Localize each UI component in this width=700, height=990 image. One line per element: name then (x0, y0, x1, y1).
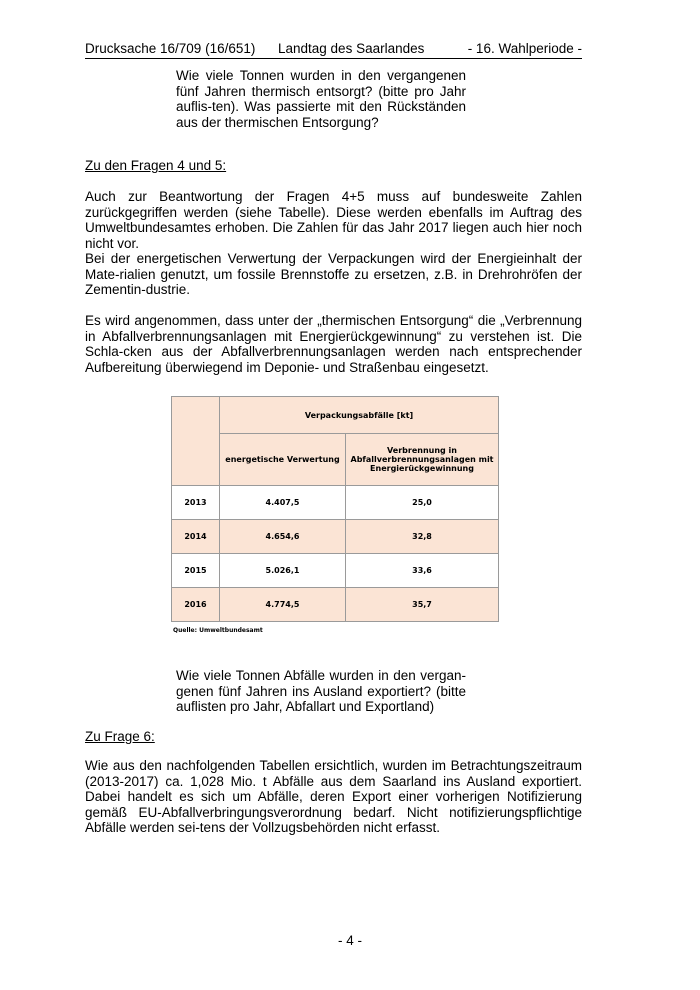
parliament-name: Landtag des Saarlandes (278, 41, 425, 56)
year-cell: 2013 (172, 486, 220, 520)
table-row (172, 486, 499, 520)
paragraph-thermal-disposal: Es wird angenommen, dass unter der „thermischen Entsorgung“ die „Verbrennung in Abfallverbrennungsanlagen mit Energierückgewinnung“ zu verstehen ist. Die Schla-cken aus der Abfallverbrennungsanlagen werden nach entsprechender Aufbereitung überwiegend im Deponie- und Straßenbau eingesetzt. (85, 313, 582, 375)
energetic-cell: 4.774,5 (220, 588, 346, 622)
packaging-waste-table (171, 396, 499, 622)
document-number: Drucksache 16/709 (16/651) (85, 41, 256, 56)
question-exports: Wie viele Tonnen Abfälle wurden in den vergan-genen fünf Jahren ins Ausland exportiert? (bitte auflisten pro Jahr, Abfallart und Exportland) (176, 668, 466, 715)
paragraph-energetic-recovery: Bei der energetischen Verwertung der Verpackungen wird der Energieinhalt der Mate-rialien genutzt, um fossile Brennstoffe zu ersetzen, z.B. in Drehrohröfen der Zementin-dustrie. (85, 251, 582, 298)
heading-questions-4-5: Zu den Fragen 4 und 5: (85, 158, 227, 173)
incineration-cell: 25,0 (346, 486, 499, 520)
paragraph-federal-figures: Auch zur Beantwortung der Fragen 4+5 muss auf bundesweite Zahlen zurückgegriffen werden (siehe Tabelle). Diese werden ebenfalls im Auftrag des Umweltbundesamtes erhoben. Die Zahlen für das Jahr 2017 liegen auch hier noch nicht vor. (85, 189, 582, 251)
col-header-incineration: Verbrennung in Abfallverbrennungsanlagen mit Energierückgewinnung (346, 434, 499, 486)
year-cell: 2014 (172, 520, 220, 554)
energetic-cell: 5.026,1 (220, 554, 346, 588)
table-corner-cell (172, 397, 220, 486)
table-row (172, 520, 499, 554)
paragraph-exports: Wie aus den nachfolgenden Tabellen ersichtlich, wurden im Betrachtungszeitraum (2013-2017) ca. 1,028 Mio. t Abfälle aus dem Saarland ins Ausland exportiert. Dabei handelt es sich um Abfälle, deren Export einer vorherigen Notifizierung gemäß EU-Abfallverbringungsverordnung bedarf. Nicht notifizierungspflichtige Abfälle werden sei-tens der Vollzugsbehörden nicht erfasst. (85, 758, 582, 836)
table-row (172, 588, 499, 622)
page-number: - 4 - (337, 933, 362, 948)
heading-question-6: Zu Frage 6: (85, 729, 155, 744)
table-header-row (172, 434, 499, 486)
table-title-row (172, 397, 499, 434)
col-header-energetic: energetische Verwertung (220, 434, 346, 486)
table-source: Quelle: Umweltbundesamt (173, 627, 263, 634)
incineration-cell: 35,7 (346, 588, 499, 622)
energetic-cell: 4.654,6 (220, 520, 346, 554)
year-cell: 2015 (172, 554, 220, 588)
incineration-cell: 33,6 (346, 554, 499, 588)
year-cell: 2016 (172, 588, 220, 622)
page-header (85, 40, 582, 59)
question-thermal-disposal: Wie viele Tonnen wurden in den vergangenen fünf Jahren thermisch entsorgt? (bitte pro Jahr auflis-ten). Was passierte mit den Rückständen aus der thermischen Entsorgung? (176, 68, 466, 130)
legislative-period: - 16. Wahlperiode - (467, 41, 582, 56)
incineration-cell: 32,8 (346, 520, 499, 554)
energetic-cell: 4.407,5 (220, 486, 346, 520)
table-title: Verpackungsabfälle [kt] (220, 397, 499, 434)
table-row (172, 554, 499, 588)
